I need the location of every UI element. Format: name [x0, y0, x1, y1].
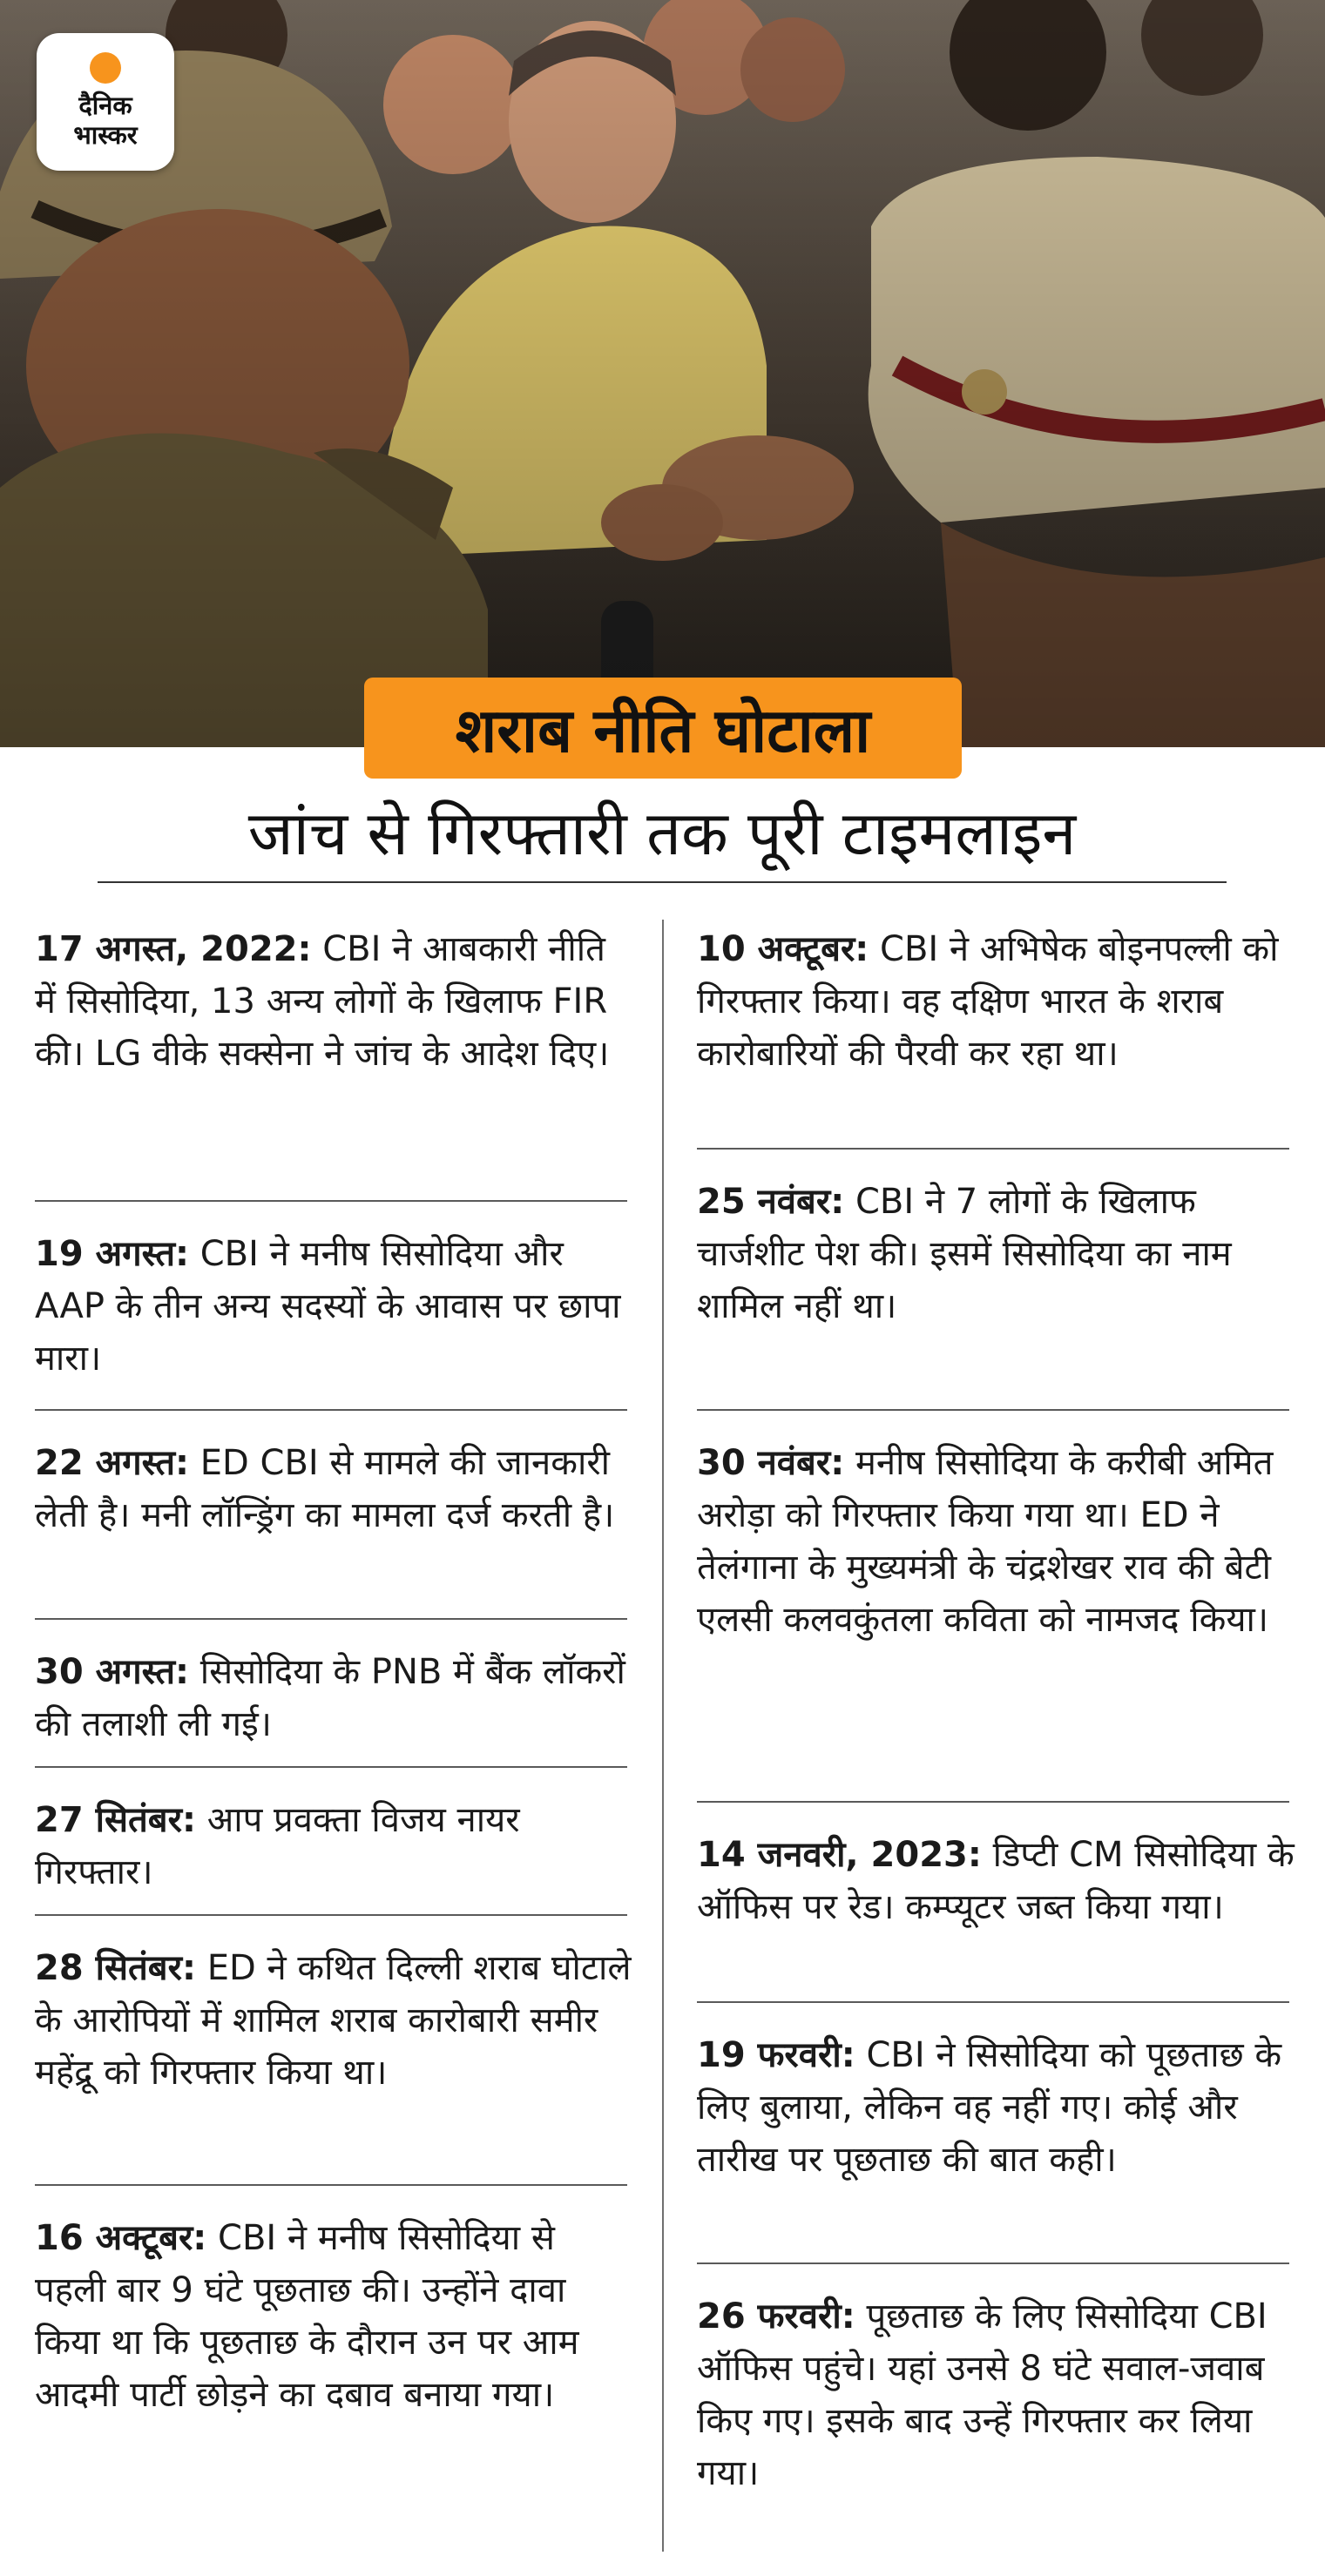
entry-separator — [697, 2001, 1289, 2003]
timeline-entry — [697, 1829, 1298, 1933]
dainik-bhaskar-logo — [37, 33, 174, 171]
entry-date: 27 सितंबर: — [35, 1800, 196, 1840]
entry-date: 19 अगस्त: — [35, 1234, 190, 1274]
timeline-entry — [35, 1437, 636, 1541]
logo-line-1: दैनिक — [78, 91, 132, 120]
entry-text: CBI ने सिसोदिया को पूछताछ के लिए बुलाया, लेकिन वह नहीं गए। कोई और तारीख पर पूछताछ की बात कही। — [697, 2035, 1282, 2180]
timeline-entry — [35, 1794, 636, 1898]
entry-date: 22 अगस्त: — [35, 1443, 190, 1483]
crowd-illustration — [0, 0, 1325, 747]
subtitle: जांच से गिरफ्तारी तक पूरी टाइमलाइन — [98, 794, 1227, 883]
entry-date: 28 सितंबर: — [35, 1948, 196, 1988]
timeline-entry — [35, 1942, 636, 2099]
entry-separator — [35, 1200, 627, 1202]
entry-text: CBI ने 7 लोगों के खिलाफ चार्जशीट पेश की। इसमें सिसोदिया का नाम शामिल नहीं था। — [697, 1182, 1232, 1326]
timeline-entry — [35, 1228, 636, 1385]
entry-separator — [35, 1618, 627, 1620]
entry-text: ED CBI से मामले की जानकारी लेती है। मनी लॉन्ड्रिंग का मामला दर्ज करती है। — [35, 1443, 615, 1535]
entry-separator — [35, 1766, 627, 1768]
entry-text: CBI ने अभिषेक बोइनपल्ली को गिरफ्तार किया। वह दक्षिण भारत के शराब कारोबारियों की पैरवी कर रहा था। — [697, 929, 1279, 1074]
entry-date: 19 फरवरी: — [697, 2035, 855, 2075]
entry-date: 30 नवंबर: — [697, 1443, 845, 1483]
entry-separator — [35, 2184, 627, 2186]
title-banner: शराब नीति घोटाला — [364, 678, 962, 779]
entry-date: 25 नवंबर: — [697, 1182, 845, 1222]
entry-separator — [697, 1148, 1289, 1150]
logo-line-2: भास्कर — [73, 120, 138, 150]
timeline-entry — [697, 1437, 1298, 1646]
entry-date: 30 अगस्त: — [35, 1652, 190, 1692]
entry-date: 10 अक्टूबर: — [697, 929, 869, 969]
entry-date: 26 फरवरी: — [697, 2296, 855, 2337]
entry-text: सिसोदिया के PNB में बैंक लॉकरों की तलाशी ली गई। — [35, 1652, 625, 1744]
timeline-entry — [697, 2029, 1298, 2186]
entry-text: CBI ने आबकारी नीति में सिसोदिया, 13 अन्य लोगों के खिलाफ FIR की। LG वीके सक्सेना ने जांच के आदेश दिए। — [35, 929, 610, 1074]
entry-text: पूछताछ के लिए सिसोदिया CBI ऑफिस पहुंचे। यहां उनसे 8 घंटे सवाल-जवाब किए गए। इसके बाद उन्हें गिरफ्तार कर लिया गया। — [697, 2296, 1268, 2493]
entry-text: CBI ने मनीष सिसोदिया से पहली बार 9 घंटे पूछताछ की। उन्होंने दावा किया था कि पूछताछ के दौरान उन पर आम आदमी पार्टी छोड़ने का दबाव बनाया गया। — [35, 2218, 579, 2415]
entry-separator — [697, 1409, 1289, 1411]
timeline-entry — [697, 923, 1298, 1080]
entry-separator — [697, 2262, 1289, 2264]
entry-separator — [35, 1914, 627, 1916]
entry-separator — [35, 1409, 627, 1411]
timeline-entry — [697, 1176, 1298, 1332]
entry-date: 16 अक्टूबर: — [35, 2218, 207, 2258]
entry-date: 17 अगस्त, 2022: — [35, 929, 312, 969]
entry-separator — [697, 1801, 1289, 1803]
hero-photo — [0, 0, 1325, 747]
column-divider — [662, 920, 664, 2552]
entry-text: आप प्रवक्ता विजय नायर गिरफ्तार। — [35, 1800, 520, 1892]
sun-icon — [90, 52, 121, 84]
timeline-entry — [35, 923, 636, 1080]
entry-date: 14 जनवरी, 2023: — [697, 1835, 982, 1875]
entry-text: CBI ने मनीष सिसोदिया और AAP के तीन अन्य सदस्यों के आवास पर छापा मारा। — [35, 1234, 621, 1379]
entry-text: मनीष सिसोदिया के करीबी अमित अरोड़ा को गिरफ्तार किया गया था। ED ने तेलंगाना के मुख्यमंत्री के चंद्रशेखर राव की बेटी एलसी कलवकुंतला कविता को नामजद किया। — [697, 1443, 1274, 1640]
entry-text: ED ने कथित दिल्ली शराब घोटाले के आरोपियों में शामिल शराब कारोबारी समीर महेंद्रू को गिरफ्तार किया था। — [35, 1948, 632, 2093]
timeline-entry — [697, 2290, 1298, 2499]
entry-text: डिप्टी CM सिसोदिया के ऑफिस पर रेड। कम्प्यूटर जब्त किया गया। — [697, 1835, 1295, 1927]
timeline-entry — [35, 1646, 636, 1750]
timeline-entry — [35, 2212, 636, 2421]
